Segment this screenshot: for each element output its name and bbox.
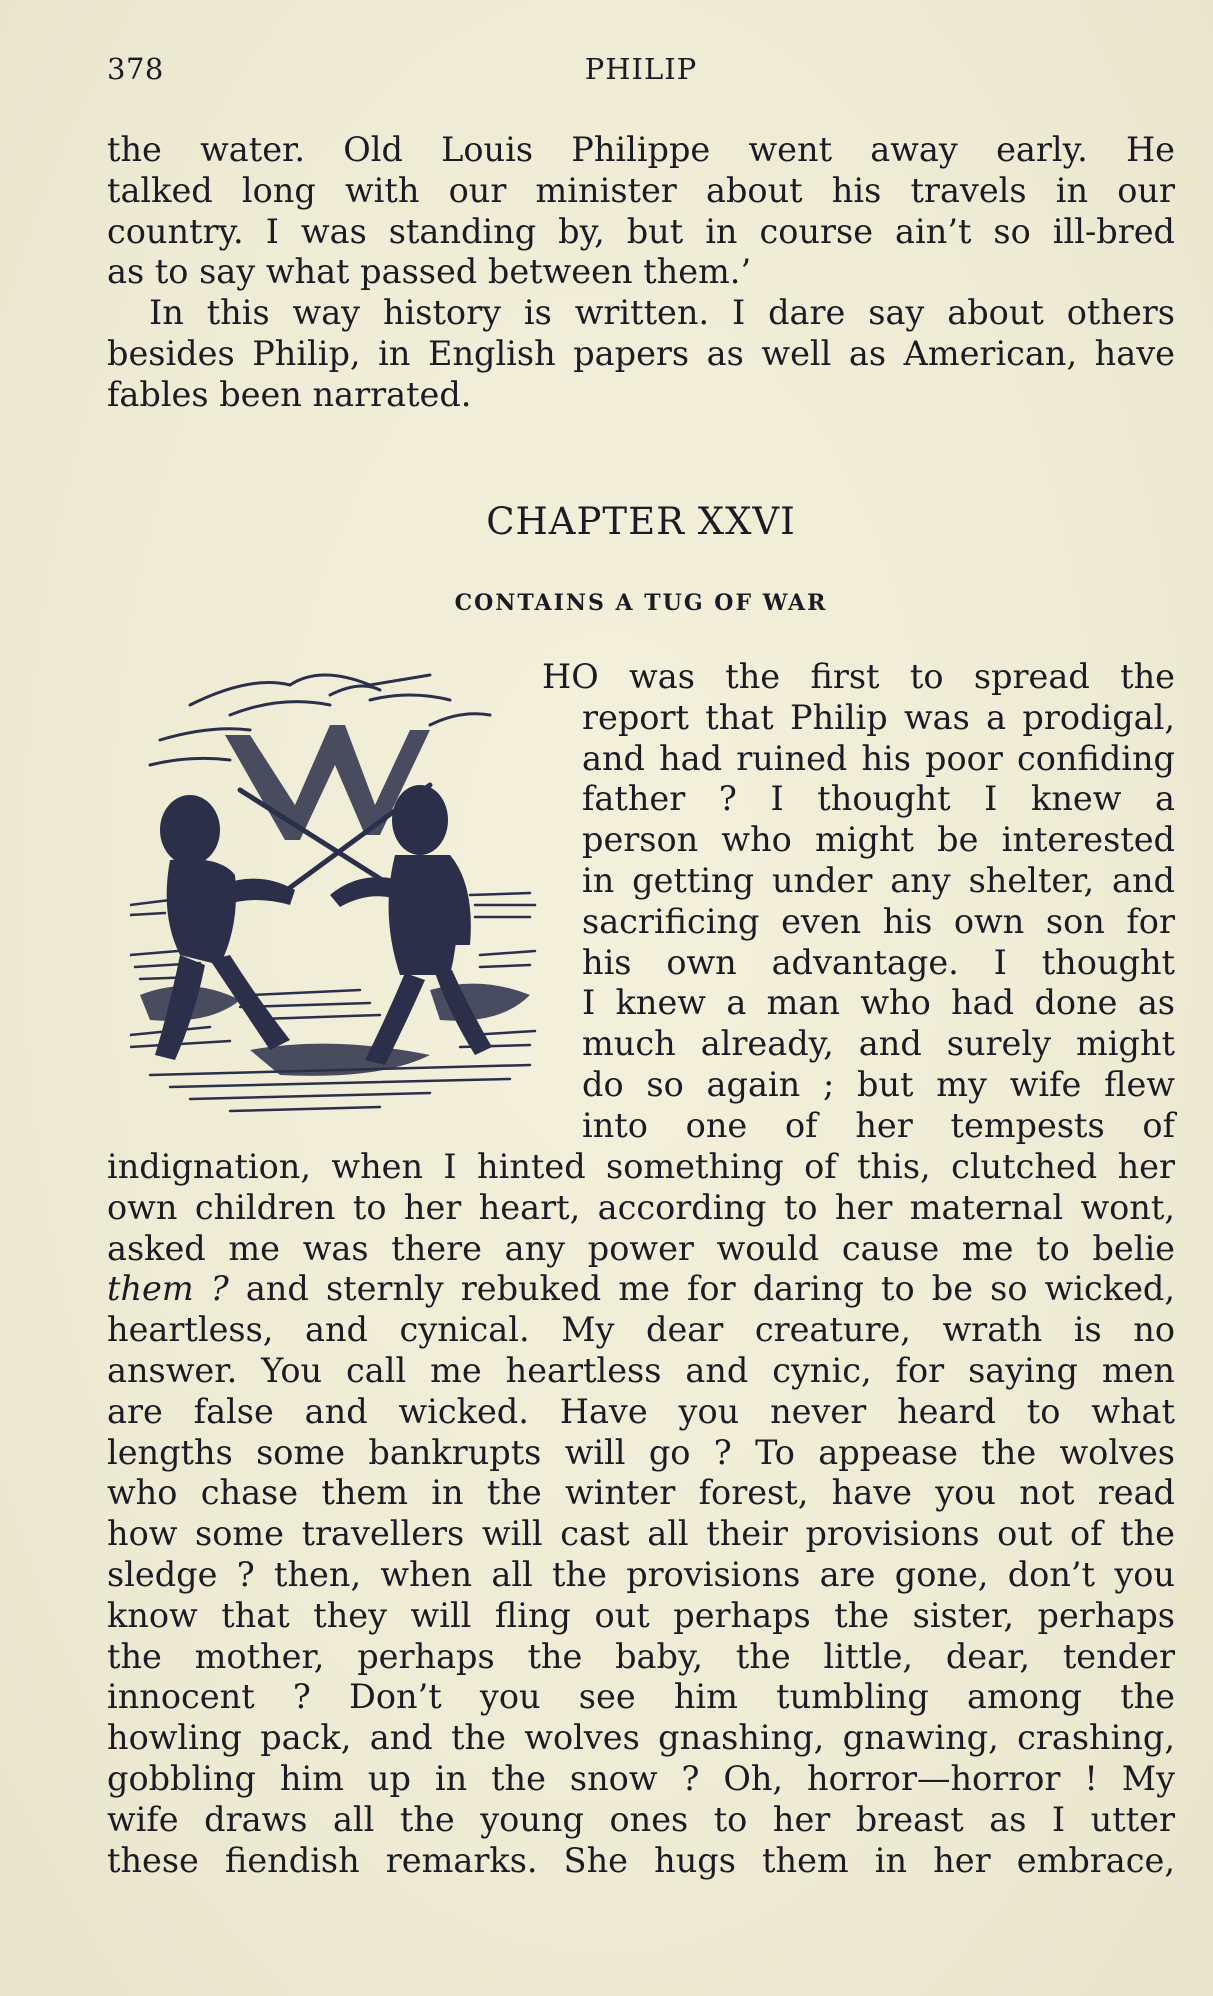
drop-cap-paragraph — [542, 657, 1175, 1147]
chapter-title: CHAPTER XXVI — [486, 500, 796, 543]
top-paragraphs — [107, 130, 1175, 416]
text-line: In this way history is written. I dare say about others — [149, 293, 1175, 333]
page-header — [107, 52, 1175, 92]
text-line: the mother, perhaps the baby, the little, dear, tender — [107, 1636, 1175, 1676]
text-line: person who might be interested — [582, 820, 1175, 860]
text-line: howling pack, and the wolves gnashing, gnawing, crashing, — [107, 1718, 1175, 1758]
text-line: know that they will fling out perhaps the sister, perhaps — [107, 1595, 1175, 1635]
text-line: these fiendish remarks. She hugs them in her embrace, — [107, 1840, 1175, 1880]
text-line: report that Philip was a prodigal, — [582, 697, 1175, 737]
text-fragment: and sternly rebuked me for daring to be so wicked, — [228, 1269, 1175, 1309]
text-line: wife draws all the young ones to her breast as I utter — [107, 1799, 1175, 1839]
text-line: into one of her tempests of — [582, 1105, 1175, 1145]
text-line: asked me was there any power would cause me to belie — [107, 1228, 1175, 1268]
text-line: gobbling him up in the snow ? Oh, horror—horror ! My — [107, 1758, 1175, 1798]
text-line: talked long with our minister about his travels in our — [107, 170, 1175, 210]
italic-word: them ? — [107, 1269, 229, 1309]
text-line: answer. You call me heartless and cynic, for saying men — [107, 1350, 1175, 1390]
text-line: besides Philip, in English papers as well as American, have — [107, 333, 1175, 373]
right-swordsman — [330, 785, 492, 1065]
text-line: in getting under any shelter, and — [582, 860, 1175, 900]
text-line: the water. Old Louis Philippe went away early. He — [107, 130, 1175, 169]
text-line: his own advantage. I thought — [582, 942, 1175, 982]
running-head: PHILIP — [584, 52, 698, 86]
text-line: and had ruined his poor confiding — [582, 738, 1175, 778]
text-line: who chase them in the winter forest, have you not read — [107, 1473, 1175, 1513]
body-paragraph — [107, 1147, 1175, 1881]
text-line: country. I was standing by, but in course ain’t so ill-bred — [107, 211, 1175, 251]
text-line: innocent ? Don’t you see him tumbling among the — [107, 1677, 1175, 1717]
text-line: sledge ? then, when all the provisions are gone, don’t you — [107, 1554, 1175, 1594]
text-line: indignation, when I hinted something of this, clutched her — [107, 1147, 1175, 1186]
text-line: are false and wicked. Have you never heard to what — [107, 1391, 1175, 1431]
two-swordsmen-dueling-woodcut-icon — [130, 655, 560, 1130]
text-line — [107, 1269, 1175, 1310]
text-line: own children to her heart, according to her maternal wont, — [107, 1187, 1175, 1227]
text-line: father ? I thought I knew a — [582, 779, 1175, 819]
text-line: much already, and surely might — [582, 1024, 1175, 1064]
text-line: as to say what passed between them.’ — [107, 252, 752, 292]
text-line: heartless, and cynical. My dear creature, wrath is no — [107, 1310, 1175, 1350]
text-line: sacrificing even his own son for — [582, 901, 1175, 941]
page-number: 378 — [107, 52, 164, 86]
text-line: how some travellers will cast all their provisions out of the — [107, 1514, 1175, 1554]
text-line: lengths some bankrupts will go ? To appease the wolves — [107, 1432, 1175, 1472]
chapter-subtitle: CONTAINS A TUG OF WAR — [454, 590, 828, 616]
text-line: I knew a man who had done as — [582, 983, 1175, 1023]
text-line: fables been narrated. — [107, 374, 472, 414]
text-line: HO was the first to spread the — [542, 657, 1175, 696]
text-line: do so again ; but my wife flew — [582, 1064, 1175, 1104]
